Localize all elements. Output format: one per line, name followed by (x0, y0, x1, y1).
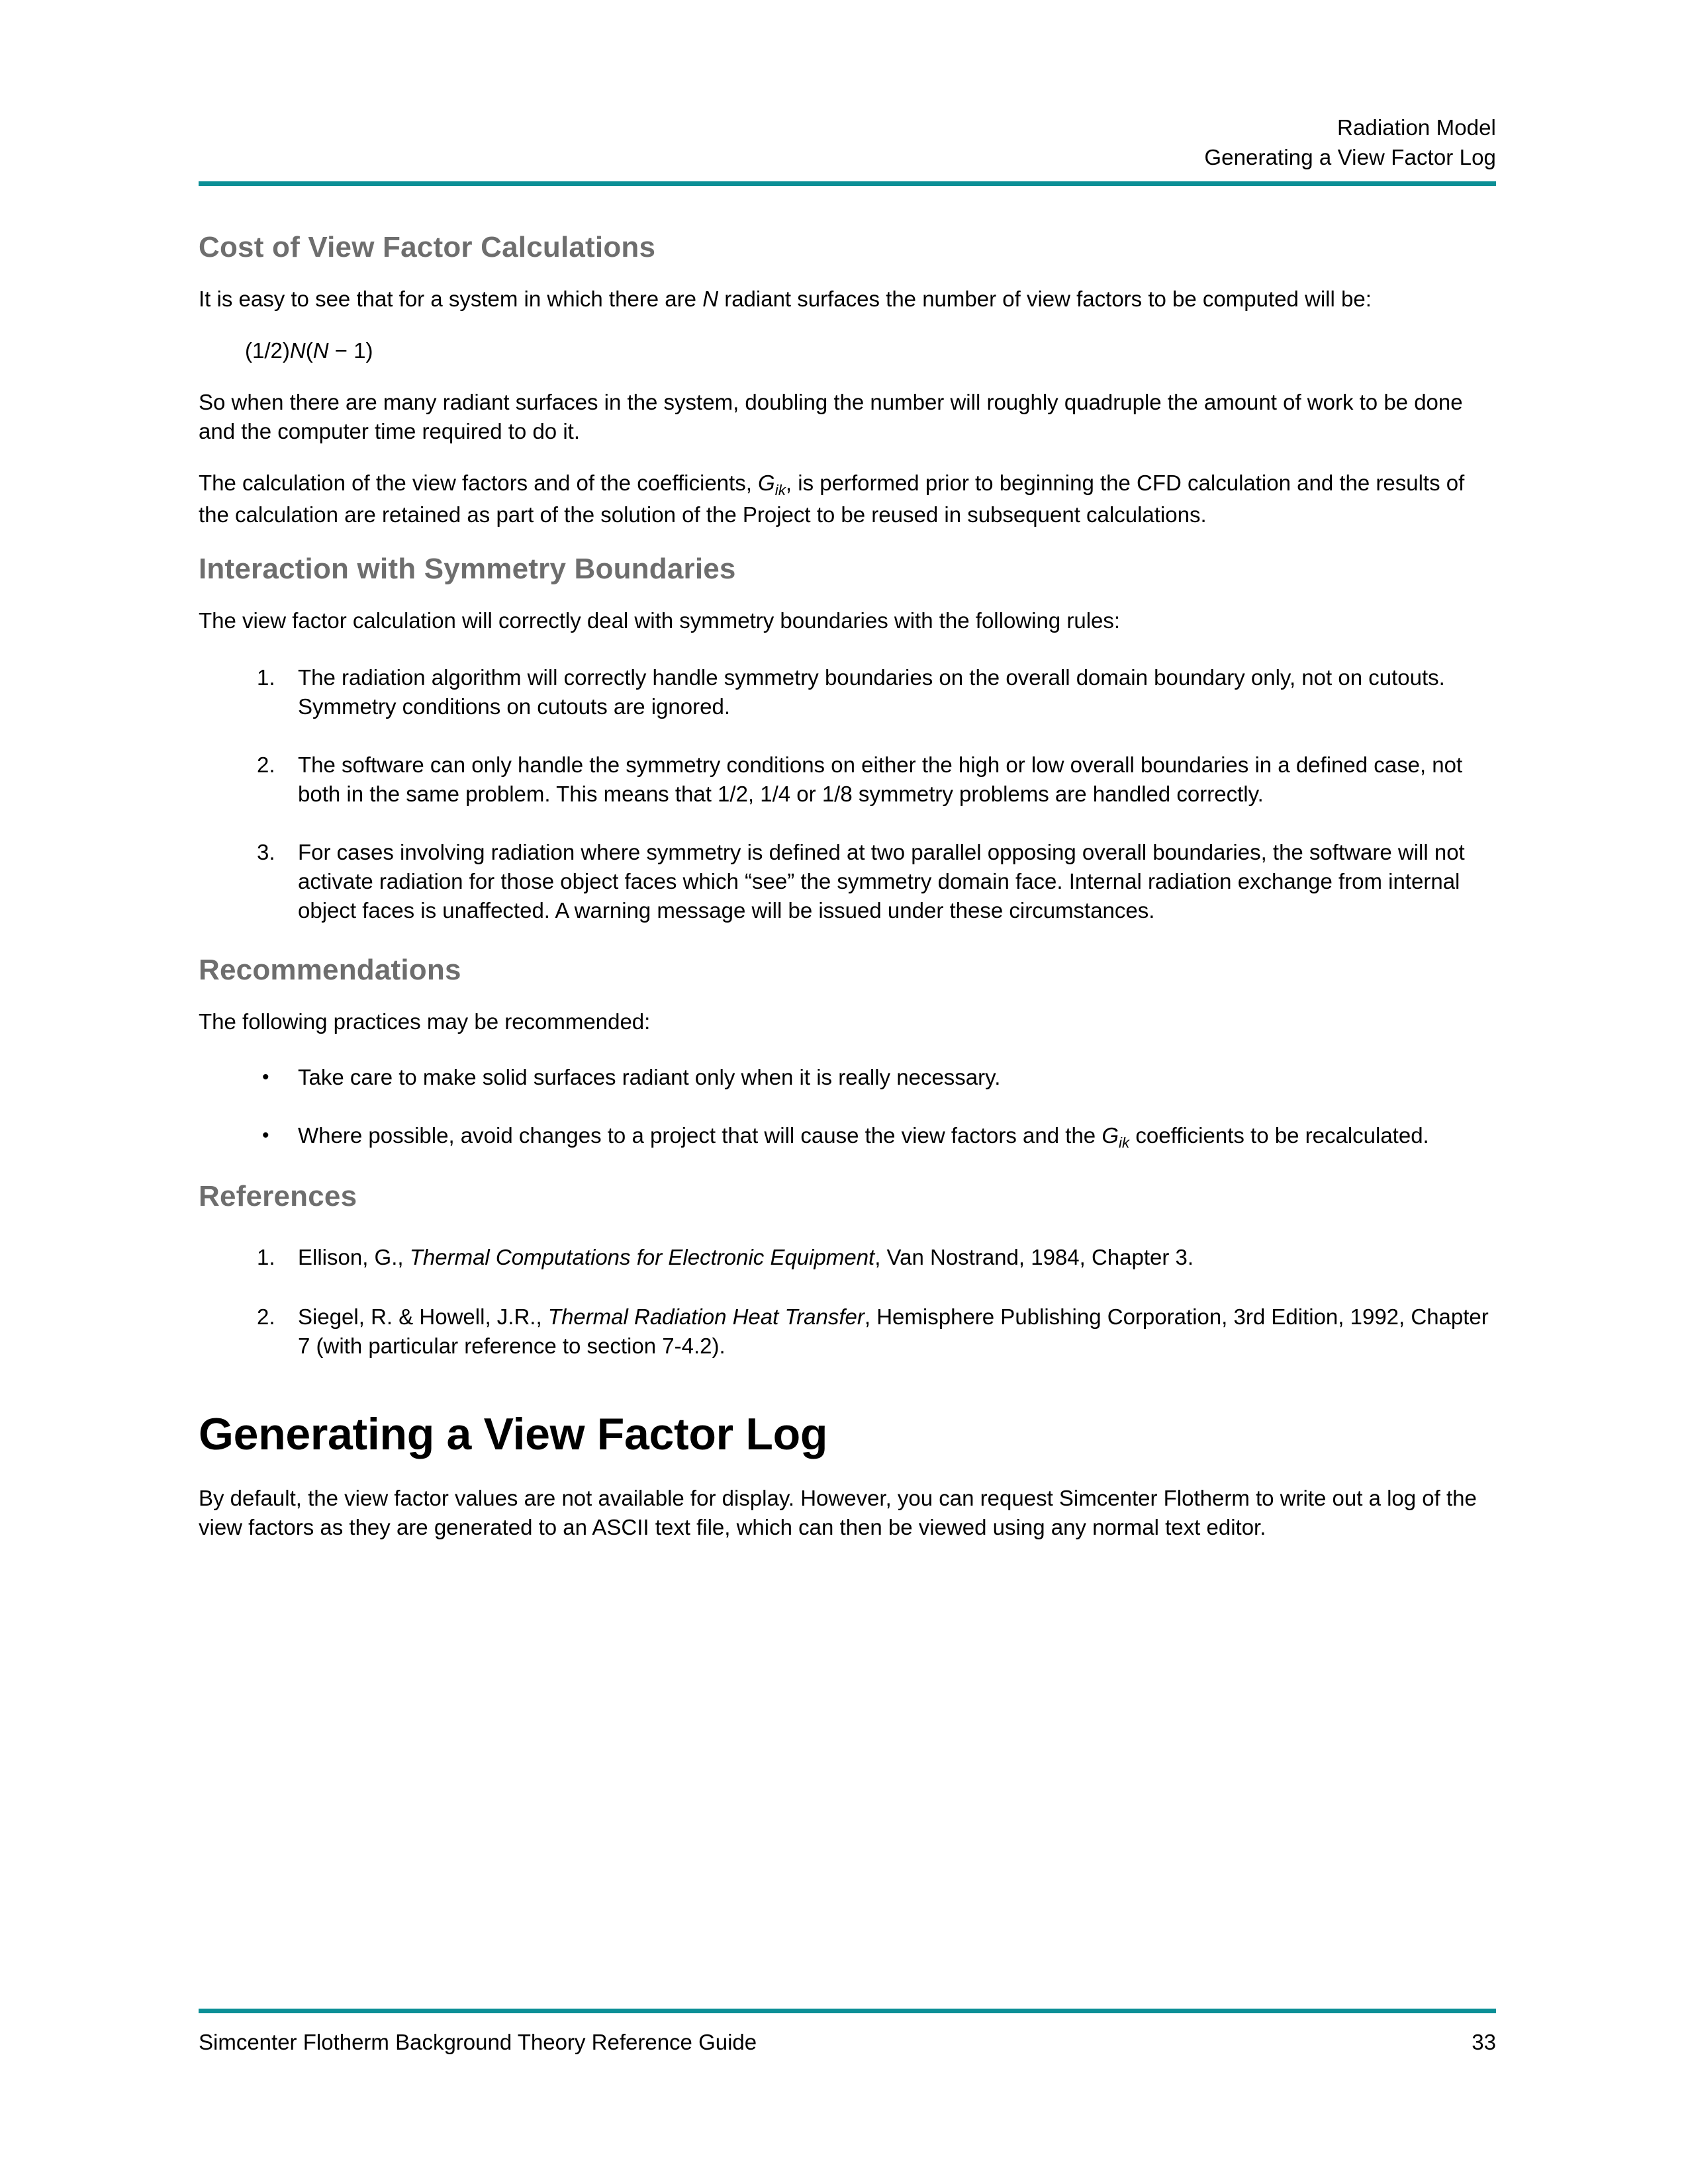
list-item-text: For cases involving radiation where symmetry is defined at two parallel opposing overall boundaries, the software will not activate radiation for those object faces which “see” the symmetry domain face. Internal radiation exchange from internal object faces is unaffected. A warning message will be issued under these circumstances. (298, 840, 1465, 923)
paragraph-view-factor-log-intro: By default, the view factor values are not available for display. However, you can request Simcenter Flotherm to write out a log of the view factors as they are generated to an ASCII text file, which can then be viewed using any normal text editor. (199, 1486, 1477, 1539)
footer-row (199, 2028, 1496, 2057)
text-after-n: radiant surfaces the number of view factors to be computed will be: (718, 287, 1372, 311)
formula-n-first: N (289, 338, 306, 363)
text-before-n: It is easy to see that for a system in which there are (199, 287, 703, 311)
formula-part-c: − 1) (328, 338, 373, 363)
symbol-g-subscript-ik: ik (1119, 1134, 1130, 1151)
paragraph-view-factor-count (199, 285, 1496, 314)
symbol-g: G (1102, 1123, 1119, 1148)
symmetry-rules-list (199, 663, 1496, 925)
heading-cost-of-view-factor-calculations: Cost of View Factor Calculations (199, 231, 656, 263)
text-before-gik: Where possible, avoid changes to a project that will cause the view factors and the (298, 1123, 1102, 1148)
page-header (199, 113, 1496, 186)
references-list (199, 1243, 1496, 1361)
list-item-text: The software can only handle the symmetry conditions on either the high or low overall boundaries in a defined case, not both in the same problem. This means that 1/2, 1/4 or 1/8 symmetry problems are handled correctly. (298, 752, 1463, 806)
paragraph-coefficients-retained (199, 469, 1496, 529)
formula-n-second: N (312, 338, 329, 363)
formula-part-a: (1/2) (245, 338, 290, 363)
list-item (199, 1302, 1496, 1361)
paragraph-symmetry-intro: The view factor calculation will correctly deal with symmetry boundaries with the following rules: (199, 608, 1121, 633)
bullet-icon: • (262, 1124, 269, 1146)
paragraph-recommendations-intro: The following practices may be recommended: (199, 1009, 651, 1034)
bullet-icon: • (262, 1066, 269, 1088)
footer-guide-title: Simcenter Flotherm Background Theory Reference Guide (199, 2030, 757, 2054)
reference-authors: Siegel, R. & Howell, J.R., (298, 1304, 548, 1329)
footer-page-number: 33 (1472, 2030, 1496, 2054)
header-rule (199, 181, 1496, 186)
list-item-text (298, 1304, 1489, 1358)
chapter-title-generating-a-view-factor-log: Generating a View Factor Log (199, 1409, 828, 1459)
text-after-gik: , is performed prior to beginning the CFD calculation and the results of the calculation are retained as part of the solution of the Project to be reused in subsequent calculations. (199, 471, 1465, 527)
page-content (199, 230, 1496, 1542)
list-item-marker: 1. (257, 1245, 275, 1269)
heading-references: References (199, 1180, 357, 1212)
list-item (199, 663, 1496, 721)
list-item-text (298, 1123, 1429, 1151)
list-item-text: Take care to make solid surfaces radiant only when it is really necessary. (298, 1065, 1001, 1089)
recommendations-list (199, 1063, 1496, 1153)
list-item (199, 1121, 1496, 1153)
text-after-gik: coefficients to be recalculated. (1129, 1123, 1429, 1148)
reference-title: Thermal Radiation Heat Transfer (547, 1304, 865, 1329)
header-title-line2: Generating a View Factor Log (1204, 145, 1496, 169)
reference-publication: , Van Nostrand, 1984, Chapter 3. (874, 1245, 1194, 1269)
italic-n-symbol: N (702, 287, 719, 311)
paragraph-doubling-surfaces: So when there are many radiant surfaces in the system, doubling the number will roughly quadruple the amount of work to be done and the computer time required to do it. (199, 390, 1463, 443)
footer-rule (199, 2009, 1496, 2013)
list-item-text: The radiation algorithm will correctly handle symmetry boundaries on the overall domain boundary only, not on cutouts. Symmetry conditions on cutouts are ignored. (298, 665, 1445, 719)
heading-interaction-with-symmetry-boundaries: Interaction with Symmetry Boundaries (199, 553, 736, 585)
formula-view-factor-count (199, 336, 1496, 365)
list-item-marker: 3. (257, 840, 275, 864)
reference-publication: , Hemisphere Publishing Corporation, 3rd Edition, 1992, Chapter 7 (with particular reference to section 7-4.2). (298, 1304, 1489, 1358)
header-title-line1: Radiation Model (1337, 115, 1496, 140)
heading-recommendations: Recommendations (199, 954, 461, 986)
list-item (199, 838, 1496, 925)
symbol-g: G (758, 471, 775, 495)
list-item (199, 1063, 1496, 1092)
list-item (199, 1243, 1496, 1272)
reference-authors: Ellison, G., (298, 1245, 410, 1269)
list-item-text (298, 1245, 1194, 1269)
text-before-gik: The calculation of the view factors and of the coefficients, (199, 471, 759, 495)
list-item-marker: 1. (257, 665, 275, 690)
list-item (199, 751, 1496, 809)
list-item-marker: 2. (257, 1304, 275, 1329)
formula-part-b: ( (305, 338, 313, 363)
reference-title: Thermal Computations for Electronic Equipment (409, 1245, 875, 1269)
symbol-g-subscript-ik: ik (774, 481, 786, 498)
list-item-marker: 2. (257, 752, 275, 777)
page-footer (199, 2009, 1496, 2057)
